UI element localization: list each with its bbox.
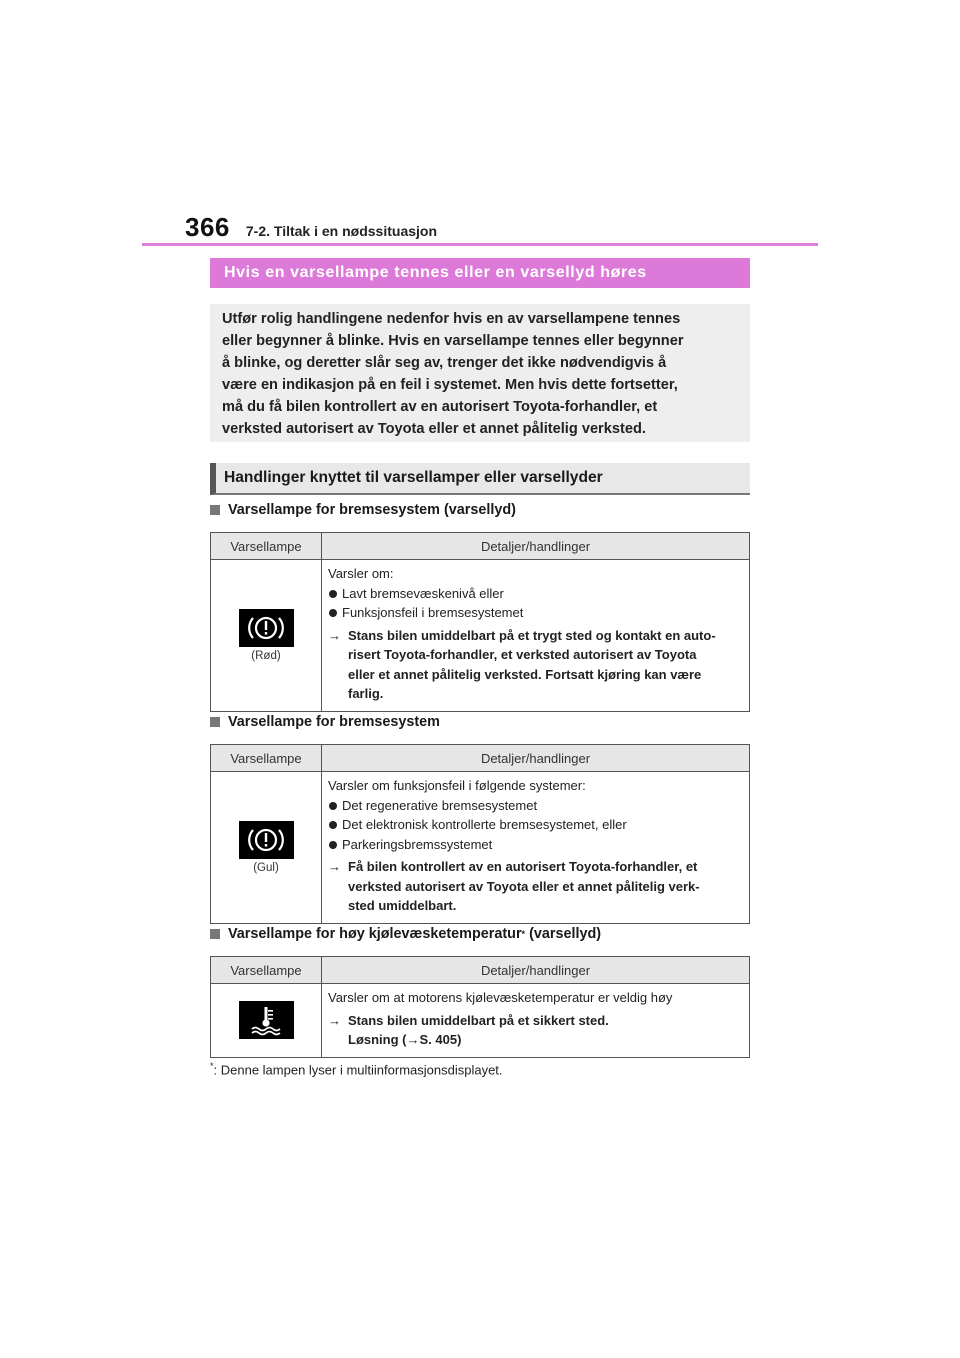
brake-warning-icon xyxy=(239,821,294,859)
page-reference-link[interactable]: S. 405) xyxy=(419,1032,462,1047)
arrow-icon: → xyxy=(328,859,341,874)
intro-line: verksted autorisert av Toyota eller et annet pålitelig verksted. xyxy=(222,421,646,437)
lamp-color-label: (Gul) xyxy=(253,861,279,874)
intro-line: å blinke, og deretter slår seg av, trenger det ikke nødvendigvis å xyxy=(222,355,667,371)
square-bullet-icon xyxy=(210,505,220,515)
solution-label: Løsning ( xyxy=(348,1032,407,1047)
intro-line: eller begynner å blinke. Hvis en varsellampe tennes eller begynner xyxy=(222,333,684,349)
action-line: Stans bilen umiddelbart på et sikkert sted. xyxy=(348,1012,609,1028)
section-heading-brake xyxy=(210,714,440,730)
lamp-cell xyxy=(211,984,322,1058)
lamp-cell xyxy=(211,772,322,924)
details-cell xyxy=(322,772,750,924)
action-text xyxy=(328,857,745,916)
warning-table-coolant xyxy=(210,956,750,1058)
details-cell xyxy=(322,984,750,1058)
intro-line: Utfør rolig handlingene nedenfor hvis en av varsellampene tennes xyxy=(222,311,681,327)
column-header-lamp: Varsellampe xyxy=(211,533,322,560)
section-heading-text: Varsellampe for bremsesystem xyxy=(228,714,440,730)
details-intro: Varsler om: xyxy=(328,566,394,581)
action-line: verksted autorisert av Toyota eller et annet pålitelig verk- xyxy=(348,878,700,894)
action-text xyxy=(328,1011,745,1050)
bullet-item: Det regenerative bremsesystemet xyxy=(328,796,745,816)
brake-warning-icon xyxy=(239,609,294,647)
section-heading-brake-sound xyxy=(210,502,516,518)
action-line: Få bilen kontrollert av en autorisert Toyota-forhandler, et xyxy=(348,859,698,874)
action-text xyxy=(328,626,745,704)
intro-box xyxy=(210,304,750,442)
column-header-details: Detaljer/handlinger xyxy=(322,533,750,560)
details-intro: Varsler om funksjonsfeil i følgende systemer: xyxy=(328,778,586,793)
intro-line: må du få bilen kontrollert av en autorisert Toyota-forhandler, et xyxy=(222,399,658,415)
arrow-icon: → xyxy=(328,627,341,643)
bullet-item: Det elektronisk kontrollerte bremsesystemet, eller xyxy=(328,815,745,835)
section-heading-text: Varsellampe for høy kjølevæsketemperatur xyxy=(228,926,522,942)
page-header xyxy=(185,212,437,243)
lamp-cell xyxy=(211,560,322,712)
banner-title: Hvis en varsellampe tennes eller en varsellyd høres xyxy=(210,258,750,288)
footnote-mark: * xyxy=(210,1061,214,1071)
column-header-details: Detaljer/handlinger xyxy=(322,957,750,984)
bullet-item: Parkeringsbremssystemet xyxy=(328,835,745,855)
details-cell xyxy=(322,560,750,712)
section-heading-text: Varsellampe for bremsesystem (varsellyd) xyxy=(228,502,516,518)
action-line: risert Toyota-forhandler, et verksted autorisert av Toyota xyxy=(348,647,697,662)
action-line: farlig. xyxy=(348,686,384,701)
section-reference: 7-2. Tiltak i en nødssituasjon xyxy=(245,223,438,239)
section-heading-coolant: Varsellampe for høy kjølevæsketemperatur * (varsellyd) xyxy=(210,926,601,942)
warning-table-brake xyxy=(210,744,750,924)
warning-table-brake-sound xyxy=(210,532,750,712)
action-line: sted umiddelbart. xyxy=(348,898,457,913)
action-line: eller et annet pålitelig verksted. Fortsatt kjøring kan være xyxy=(348,666,702,682)
header-divider xyxy=(142,243,818,246)
arrow-icon: → xyxy=(406,1032,420,1047)
column-header-lamp: Varsellampe xyxy=(211,957,322,984)
section-heading-suffix: (varsellyd) xyxy=(529,926,602,942)
bullet-item: Funksjonsfeil i bremsesystemet xyxy=(328,603,745,623)
arrow-icon: → xyxy=(328,1012,341,1028)
action-line: Stans bilen umiddelbart på et trygt sted og kontakt en auto- xyxy=(348,627,716,643)
column-header-details: Detaljer/handlinger xyxy=(322,745,750,772)
details-intro: Varsler om at motorens kjølevæsketemperatur er veldig høy xyxy=(328,990,673,1005)
coolant-temperature-icon xyxy=(239,1001,294,1039)
square-bullet-icon xyxy=(210,929,220,939)
square-bullet-icon xyxy=(210,717,220,727)
action-line xyxy=(348,1030,745,1050)
subsection-title: Handlinger knyttet til varsellamper eller varsellyder xyxy=(210,463,750,495)
footnote-text: : Denne lampen lyser i multiinformasjonsdisplayet. xyxy=(213,1062,503,1078)
page-number: 366 xyxy=(185,212,230,242)
lamp-color-label: (Rød) xyxy=(251,649,281,662)
column-header-lamp: Varsellampe xyxy=(211,745,322,772)
intro-line: være en indikasjon på en feil i systemet. Men hvis dette fortsetter, xyxy=(222,377,678,393)
footnote xyxy=(210,1061,503,1077)
bullet-item: Lavt bremsevæskenivå eller xyxy=(328,584,745,604)
